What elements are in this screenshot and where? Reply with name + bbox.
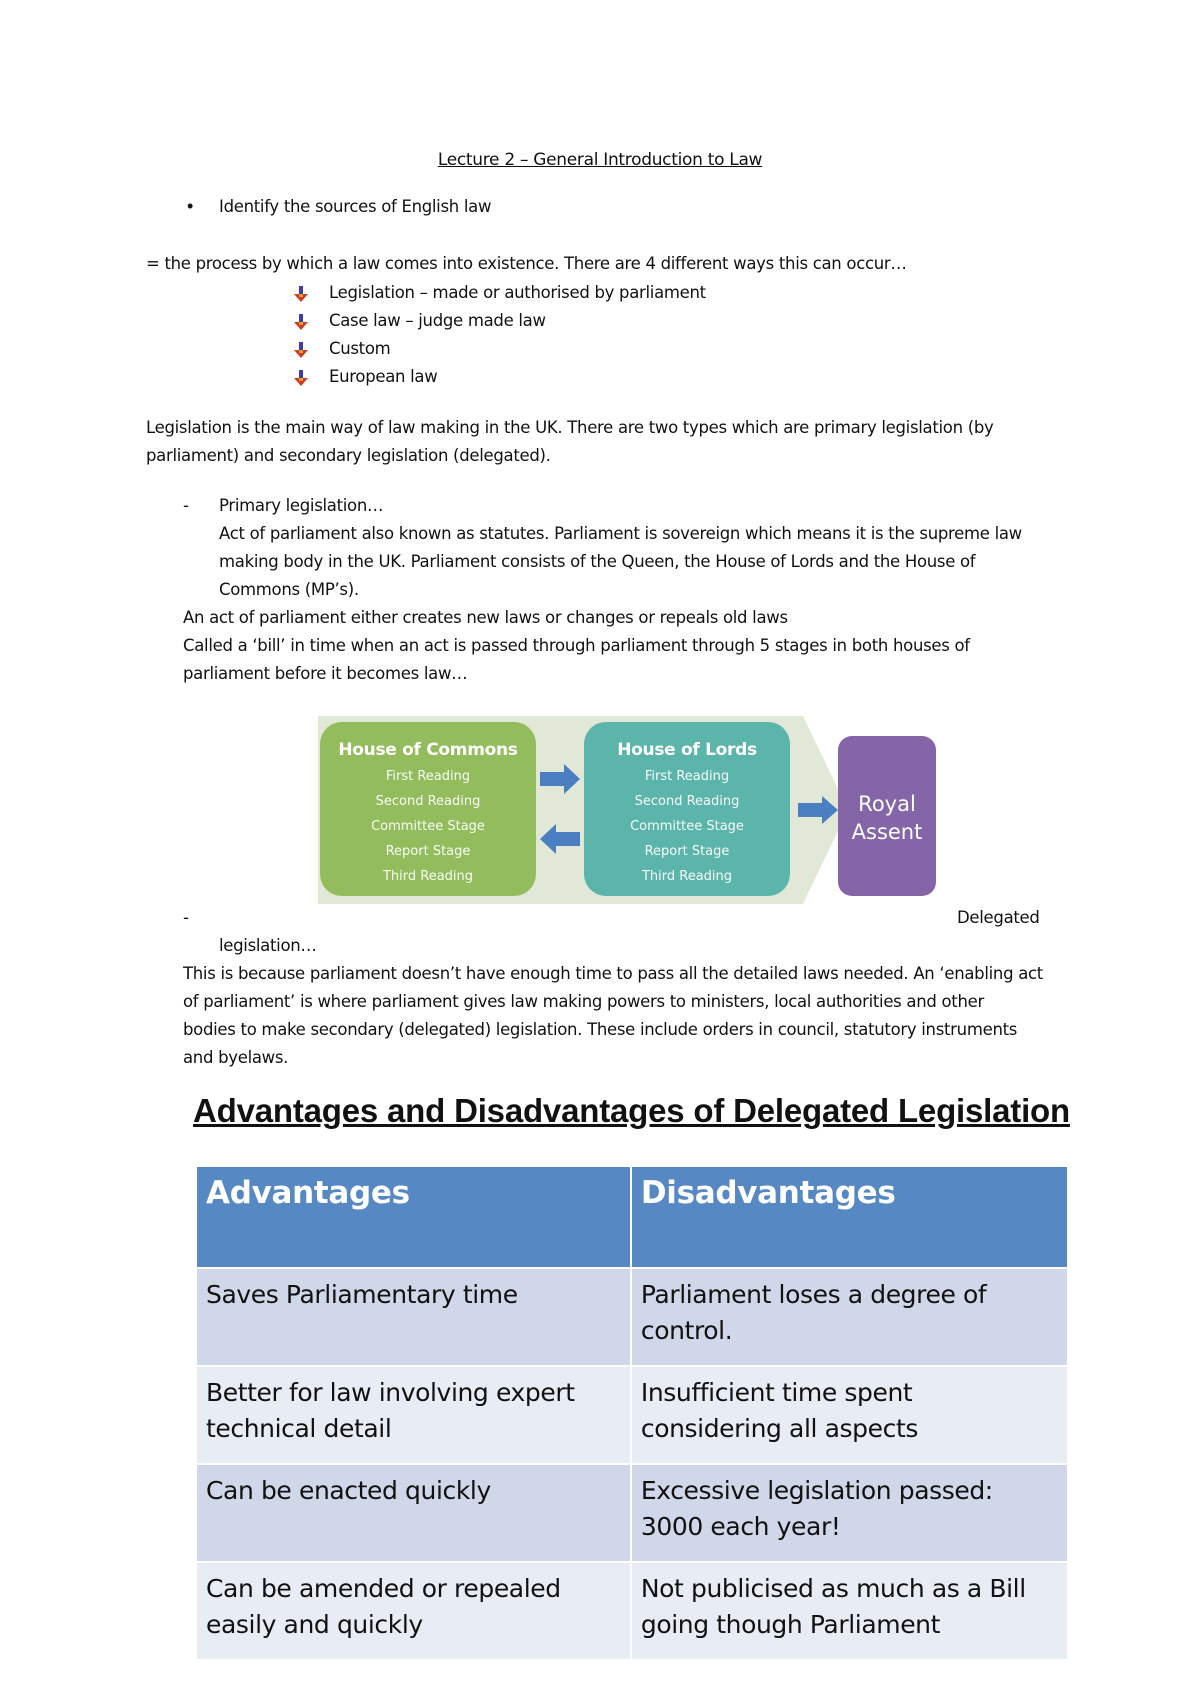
advantages-table: [195, 1165, 1069, 1661]
paragraph-line: making body in the UK. Parliament consists of the Queen, the House of Lords and the House of: [219, 552, 976, 571]
table-cell: Parliament loses a degree of control.: [631, 1268, 1068, 1366]
paragraph-line: and byelaws.: [183, 1048, 289, 1067]
lords-stage: Second Reading: [634, 794, 740, 809]
bullet-heading: Identify the sources of English law: [219, 197, 492, 216]
lords-stage: Committee Stage: [630, 819, 744, 834]
table-title: Advantages and Disadvantages of Delegated Legislation: [193, 1092, 1070, 1129]
list-item: Case law – judge made law: [329, 311, 546, 330]
table-header: Advantages: [196, 1166, 631, 1268]
assent-line: Royal: [858, 792, 916, 816]
lords-stage: Report Stage: [644, 844, 730, 859]
commons-stage: First Reading: [385, 769, 471, 784]
paragraph-line: bodies to make secondary (delegated) legislation. These include orders in council, statutory instruments: [183, 1020, 1018, 1039]
arrow-right-icon: [798, 796, 838, 824]
arrow-right-icon: [540, 764, 580, 794]
paragraph-line: parliament) and secondary legislation (delegated).: [146, 446, 551, 465]
delegated-heading: legislation…: [219, 936, 317, 955]
table-cell: Can be amended or repealed easily and quickly: [196, 1562, 631, 1660]
table-cell: Saves Parliamentary time: [196, 1268, 631, 1366]
lords-title: House of Lords: [617, 740, 757, 760]
bullet-dot: •: [187, 196, 194, 216]
bill-process-diagram: [318, 716, 928, 904]
list-item: Legislation – made or authorised by parliament: [329, 283, 706, 302]
paragraph-line: of parliament’ is where parliament gives law making powers to ministers, local authorities and other: [183, 992, 984, 1011]
list-item: European law: [329, 367, 438, 386]
house-of-lords-box: [584, 722, 790, 896]
paragraph-line: Act of parliament also known as statutes. Parliament is sovereign which means it is the supreme law: [219, 524, 1022, 543]
table-cell: Better for law involving expert technical detail: [196, 1366, 631, 1464]
delegated-word: Delegated: [957, 908, 1040, 927]
dash-marker: -: [183, 908, 189, 927]
royal-assent-box: [838, 736, 936, 896]
page-title: Lecture 2 – General Introduction to Law: [437, 150, 763, 170]
primary-heading: Primary legislation…: [219, 496, 384, 515]
paragraph-line: Commons (MP’s).: [219, 580, 359, 599]
lords-stage: First Reading: [644, 769, 730, 784]
list-item: Custom: [329, 339, 391, 358]
paragraph-line: Legislation is the main way of law making in the UK. There are two types which are primary legislation (by: [146, 418, 994, 437]
table-cell: Not publicised as much as a Bill going though Parliament: [631, 1562, 1068, 1660]
table-row: [196, 1562, 1068, 1660]
house-of-commons-box: [320, 722, 536, 896]
lords-stage: Third Reading: [641, 869, 733, 884]
table-header-row: [196, 1166, 1068, 1268]
paragraph-line: Called a ‘bill’ in time when an act is passed through parliament through 5 stages in both houses of: [183, 636, 970, 655]
commons-stage: Committee Stage: [371, 819, 485, 834]
commons-stage: Third Reading: [382, 869, 474, 884]
table-row: [196, 1464, 1068, 1562]
paragraph-line: This is because parliament doesn’t have enough time to pass all the detailed laws needed. An ‘enabling act: [183, 964, 1043, 983]
commons-stage: Second Reading: [375, 794, 481, 809]
commons-title: House of Commons: [338, 740, 518, 760]
assent-line: Assent: [851, 820, 923, 844]
intro-text: = the process by which a law comes into existence. There are 4 different ways this can occur…: [146, 254, 907, 273]
dash-marker: -: [183, 496, 189, 515]
table-cell: Can be enacted quickly: [196, 1464, 631, 1562]
table-row: [196, 1366, 1068, 1464]
arrow-left-icon: [540, 824, 580, 854]
table-cell: Excessive legislation passed: 3000 each year!: [631, 1464, 1068, 1562]
table-cell: Insufficient time spent considering all aspects: [631, 1366, 1068, 1464]
table-row: [196, 1268, 1068, 1366]
table-header: Disadvantages: [631, 1166, 1068, 1268]
paragraph-line: An act of parliament either creates new laws or changes or repeals old laws: [183, 608, 788, 627]
commons-stage: Report Stage: [385, 844, 471, 859]
paragraph-line: parliament before it becomes law…: [183, 664, 468, 683]
